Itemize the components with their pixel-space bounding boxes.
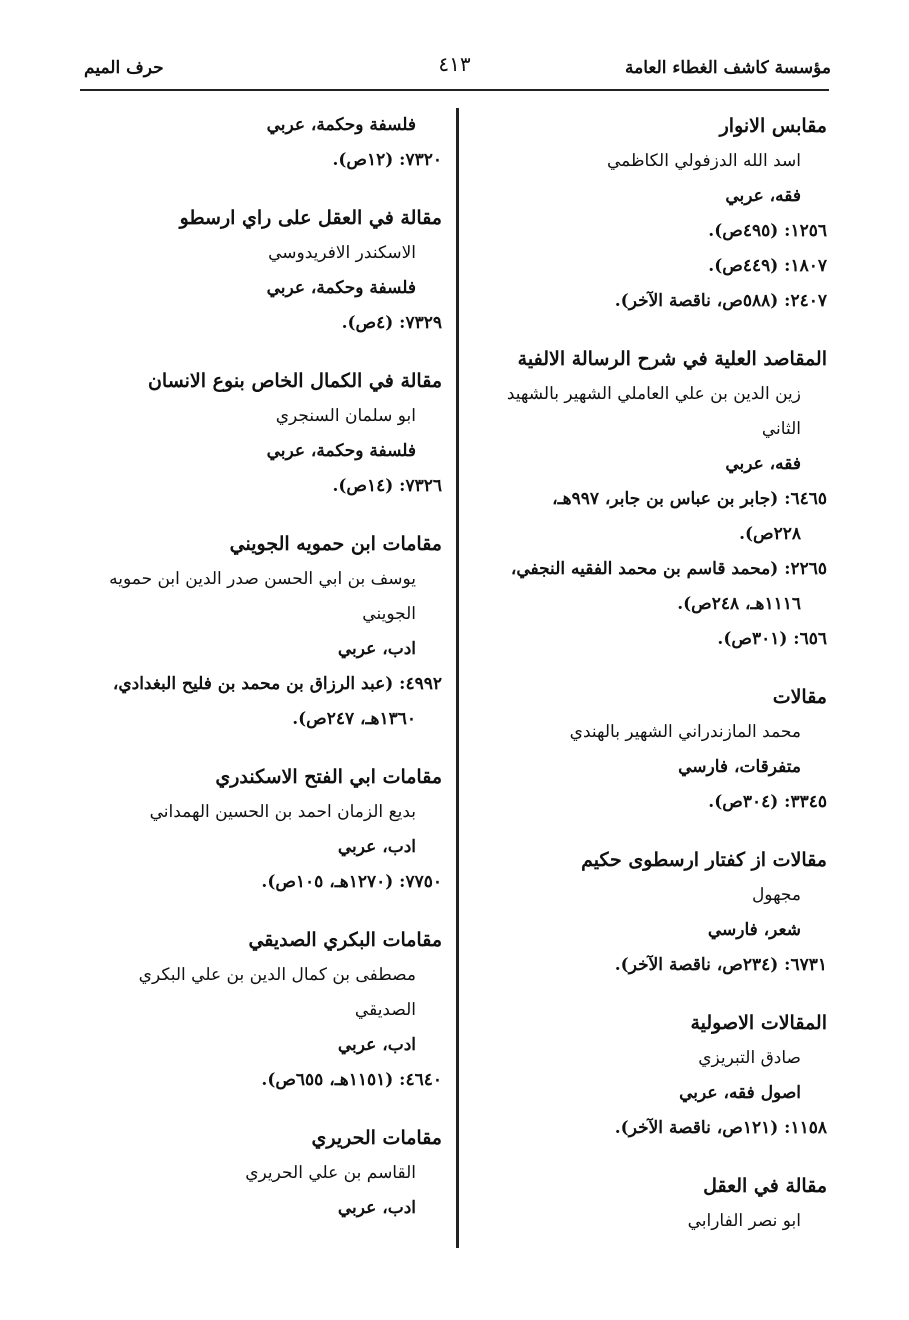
catalog-entry	[482, 341, 827, 657]
entry-line: الاسكندر الافريدوسي	[268, 243, 416, 263]
entry-gap	[72, 737, 442, 759]
entry-line: محمد المازندراني الشهير بالهندي	[569, 722, 801, 742]
entry-line: مجهول	[751, 885, 801, 905]
entry-line: ٦٤٦٥: (جابر بن عباس بن جابر، ٩٩٧هـ،	[552, 489, 827, 509]
page-number: ٤١٣	[438, 52, 471, 76]
catalog-entry	[482, 1168, 827, 1239]
entry-line: مصطفى بن كمال الدين بن علي البكري	[138, 965, 416, 985]
entry-gap	[72, 504, 442, 526]
entry-line: ابو سلمان السنجري	[275, 406, 416, 426]
entry-line: ٦٥٦: (٣٠١ص).	[717, 629, 827, 649]
entry-line: ادب، عربي	[337, 837, 416, 857]
entry-title: مقابس الانوار	[719, 115, 827, 137]
entry-title: مقامات ابن حمويه الجويني	[229, 533, 442, 555]
entry-line: فلسفة وحكمة، عربي	[266, 278, 416, 298]
entry-line: ١٨٠٧: (٤٤٩ص).	[708, 256, 827, 276]
entry-line: ادب، عربي	[337, 639, 416, 659]
entry-title: المقاصد العلية في شرح الرسالة الالفية	[517, 348, 827, 370]
right-column	[482, 108, 827, 1239]
entry-line: ٦٧٣١: (٢٣٤ص، ناقصة الآخر).	[614, 955, 827, 975]
catalog-entry	[482, 679, 827, 820]
catalog-entry	[72, 363, 442, 504]
entry-line: يوسف بن ابي الحسن صدر الدين ابن حمويه	[109, 569, 416, 589]
left-column	[72, 108, 442, 1226]
catalog-entry	[72, 108, 442, 178]
entry-line: الثاني	[761, 419, 801, 439]
entry-gap	[482, 983, 827, 1005]
entry-line: ٧٧٥٠: (١٢٧٠هـ، ١٠٥ص).	[261, 872, 442, 892]
entry-gap	[482, 657, 827, 679]
catalog-entry	[72, 759, 442, 900]
entry-line: ادب، عربي	[337, 1198, 416, 1218]
entry-title: مقالات	[772, 686, 827, 708]
entry-line: ١١١٦هـ، ٢٤٨ص).	[677, 594, 801, 614]
entry-line: بديع الزمان احمد بن الحسين الهمداني	[149, 802, 416, 822]
entry-line: اسد الله الدزفولي الكاظمي	[606, 151, 801, 171]
catalog-entry	[72, 526, 442, 737]
catalog-entry	[482, 1005, 827, 1146]
entry-title: مقالات از كفتار ارسطوى حكيم	[581, 849, 827, 871]
entry-line: اصول فقه، عربي	[679, 1083, 801, 1103]
entry-gap	[72, 1098, 442, 1120]
entry-title: مقامات الحريري	[311, 1127, 442, 1149]
entry-line: ٧٣٢٠: (١٢ص).	[332, 150, 442, 170]
entry-line: ادب، عربي	[337, 1035, 416, 1055]
entry-title: المقالات الاصولية	[690, 1012, 827, 1034]
catalog-entry	[482, 108, 827, 319]
entry-line: الجويني	[362, 604, 416, 624]
entry-line: متفرقات، فارسي	[678, 757, 801, 777]
entry-title: مقالة في العقل	[703, 1175, 827, 1197]
entry-line: صادق التبريزي	[698, 1048, 801, 1068]
entry-line: ٤٦٤٠: (١١٥١هـ، ٦٥٥ص).	[261, 1070, 442, 1090]
entry-line: ابو نصر الفارابي	[687, 1211, 801, 1231]
column-divider	[456, 108, 459, 1248]
entry-gap	[72, 341, 442, 363]
entry-line: ٢٤٠٧: (٥٨٨ص، ناقصة الآخر).	[614, 291, 827, 311]
entry-line: فلسفة وحكمة، عربي	[266, 115, 416, 135]
entry-line: ٧٣٢٦: (١٤ص).	[332, 476, 442, 496]
catalog-entry	[72, 200, 442, 341]
publisher-name: مؤسسة كاشف الغطاء العامة	[624, 58, 831, 78]
entry-gap	[72, 178, 442, 200]
entry-line: فقه، عربي	[725, 454, 801, 474]
entry-gap	[482, 319, 827, 341]
entry-line: ٤٩٩٢: (عبد الرزاق بن محمد بن فليح البغدادي،	[112, 674, 442, 694]
entry-gap	[482, 1146, 827, 1168]
entry-line: ١٢٥٦: (٤٩٥ص).	[708, 221, 827, 241]
entry-line: شعر، فارسي	[707, 920, 801, 940]
entry-line: فلسفة وحكمة، عربي	[266, 441, 416, 461]
entry-line: ٢٢٨ص).	[739, 524, 801, 544]
entry-title: مقالة في الكمال الخاص بنوع الانسان	[147, 370, 442, 392]
entry-title: مقامات البكري الصديقي	[248, 929, 442, 951]
entry-line: القاسم بن علي الحريري	[245, 1163, 416, 1183]
entry-gap	[482, 820, 827, 842]
entry-line: ٧٣٢٩: (٤ص).	[341, 313, 442, 333]
catalog-entry	[72, 922, 442, 1098]
catalog-entry	[72, 1120, 442, 1226]
entry-title: مقالة في العقل على راي ارسطو	[179, 207, 442, 229]
entry-line: ١١٥٨: (١٢١ص، ناقصة الآخر).	[614, 1118, 827, 1138]
catalog-entry	[482, 842, 827, 983]
page-header	[70, 48, 839, 88]
entry-line: زين الدين بن علي العاملي الشهير بالشهيد	[506, 384, 801, 404]
entry-line: فقه، عربي	[725, 186, 801, 206]
entry-line: ٢٢٦٥: (محمد قاسم بن محمد الفقيه النجفي،	[510, 559, 827, 579]
entry-line: الصديقي	[354, 1000, 416, 1020]
entry-line: ١٣٦٠هـ، ٢٤٧ص).	[292, 709, 416, 729]
section-title: حرف الميم	[84, 58, 164, 78]
entry-title: مقامات ابي الفتح الاسكندري	[215, 766, 442, 788]
entry-line: ٣٣٤٥: (٣٠٤ص).	[708, 792, 827, 812]
header-rule	[80, 89, 829, 91]
entry-gap	[72, 900, 442, 922]
